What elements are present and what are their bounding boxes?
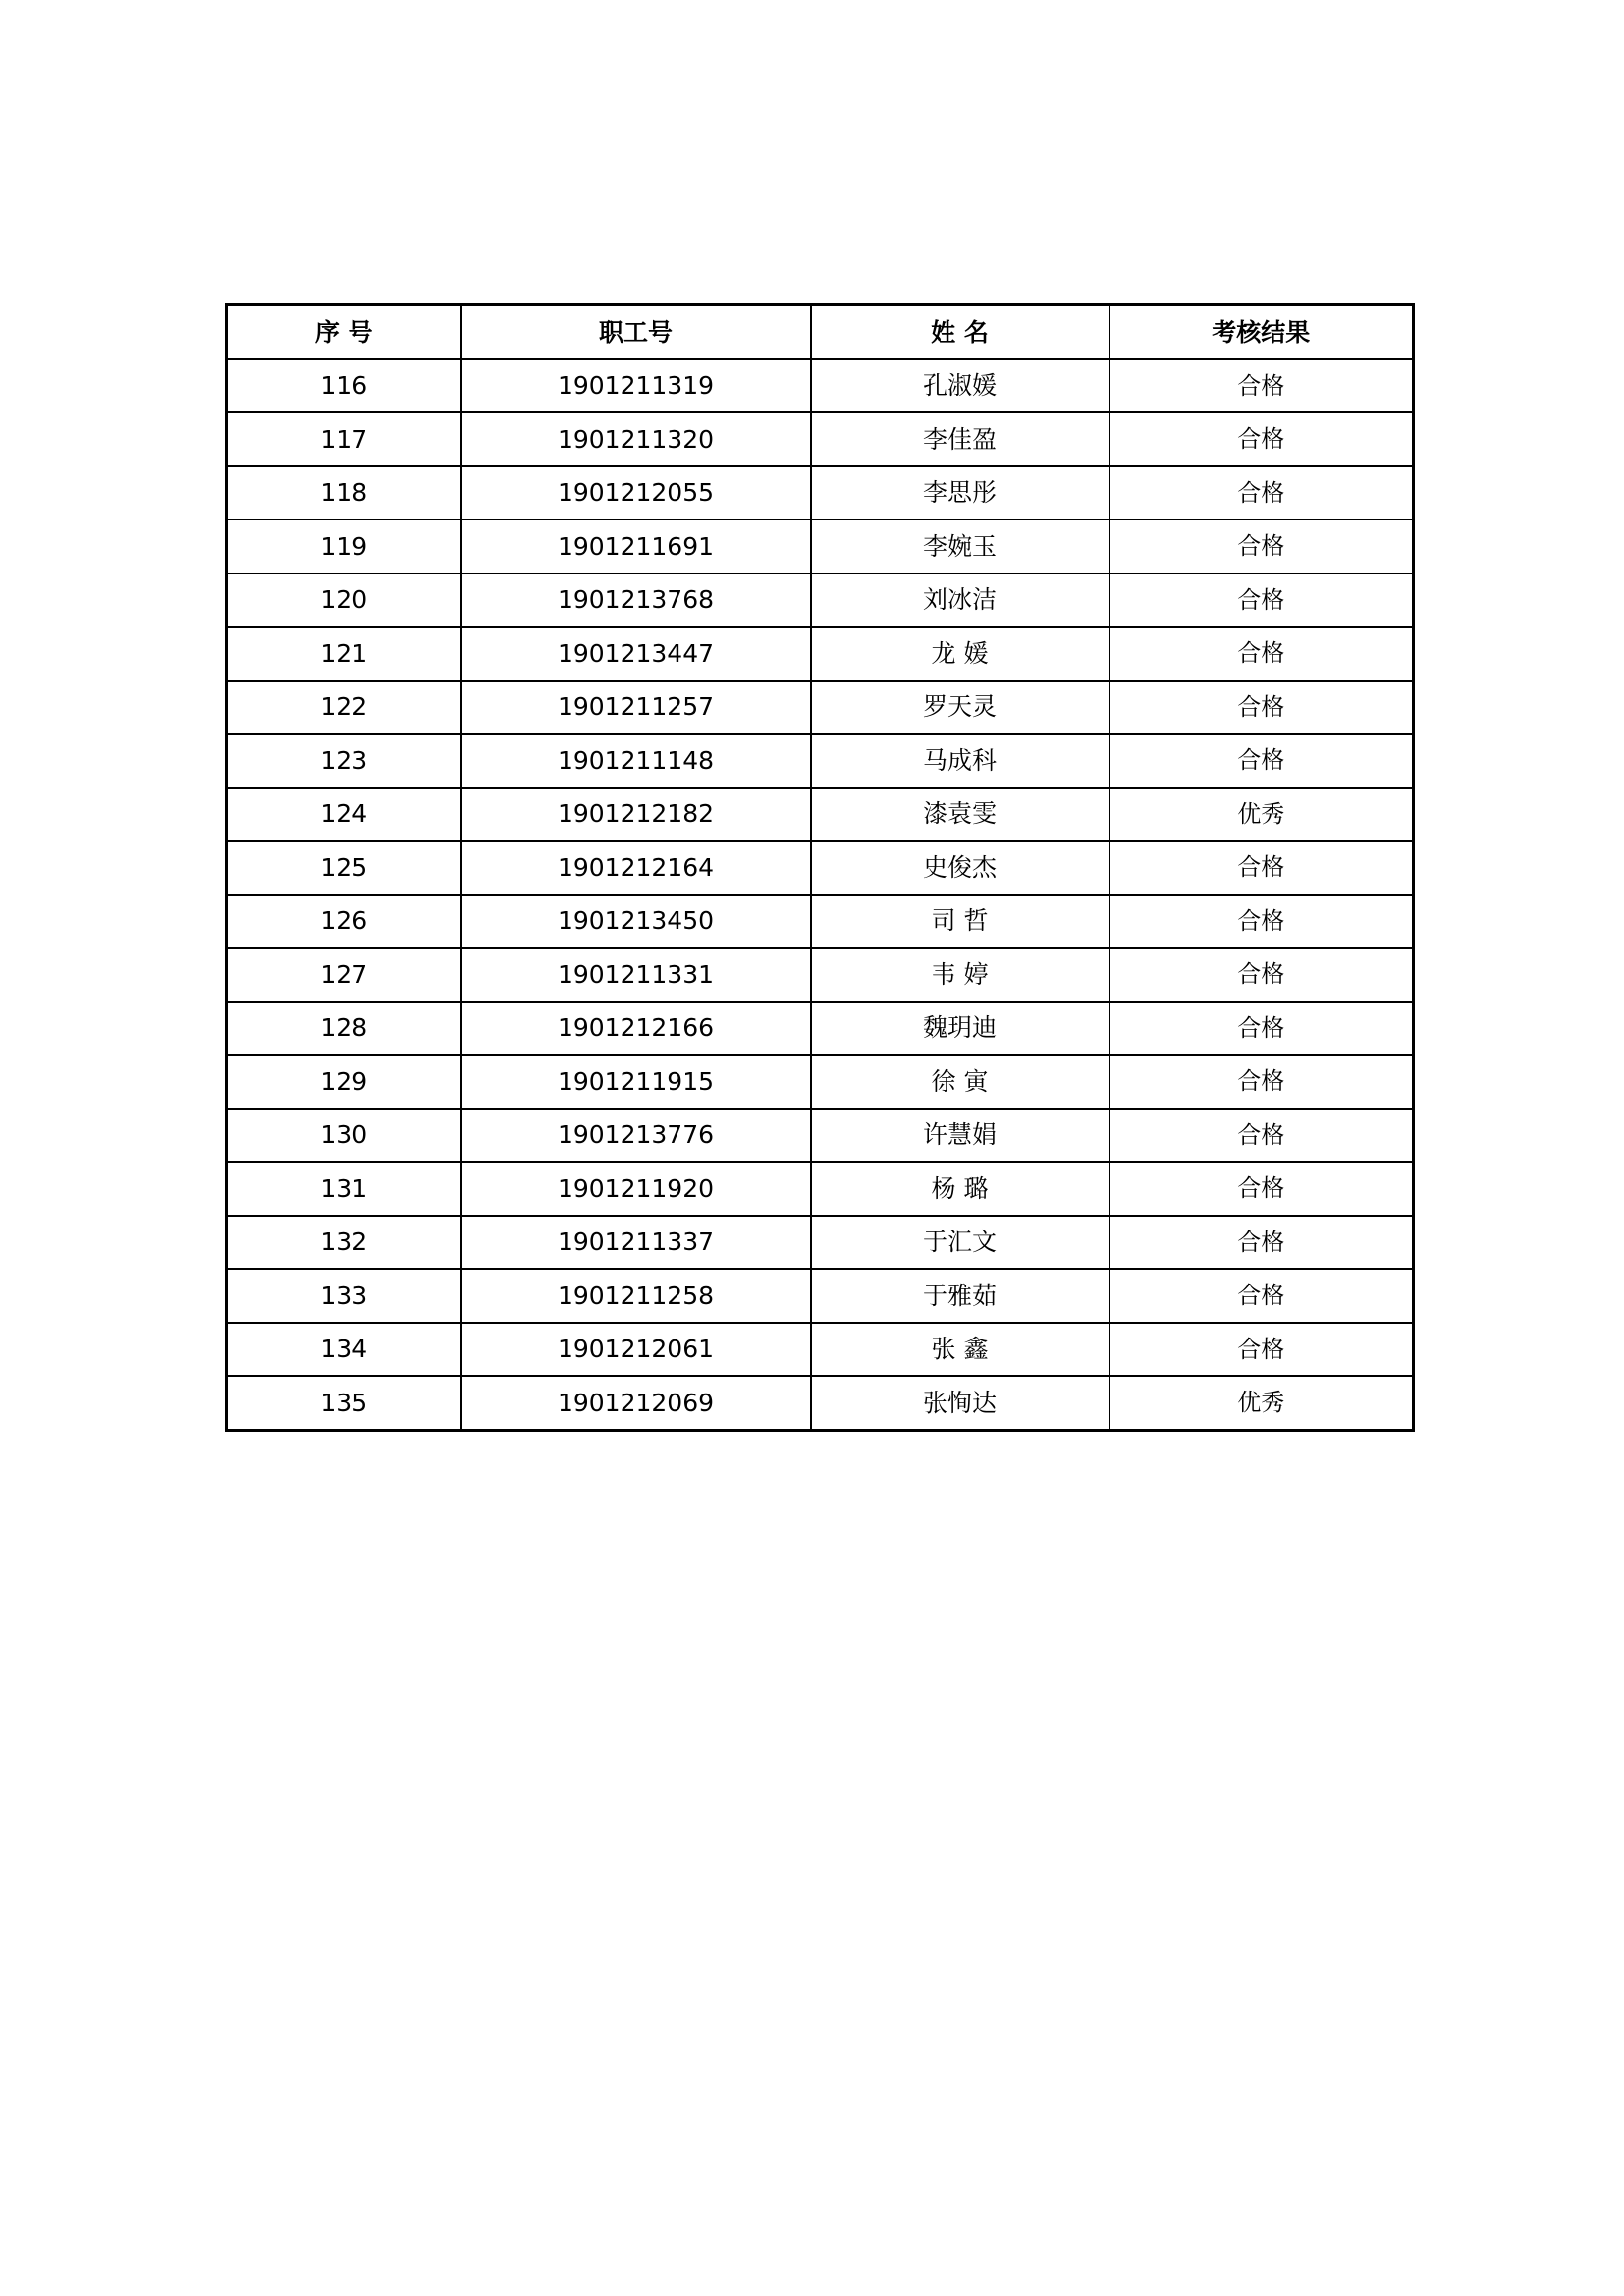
cell-assessment-result: 合格 (1110, 681, 1414, 735)
cell-employee-id: 1901213776 (461, 1109, 811, 1163)
cell-serial-number: 119 (227, 519, 461, 574)
cell-assessment-result: 合格 (1110, 574, 1414, 628)
cell-serial-number: 128 (227, 1002, 461, 1056)
cell-assessment-result: 合格 (1110, 1109, 1414, 1163)
table-row (227, 1323, 1414, 1377)
cell-serial-number: 116 (227, 359, 461, 413)
cell-assessment-result: 合格 (1110, 895, 1414, 949)
cell-assessment-result: 优秀 (1110, 788, 1414, 842)
cell-serial-number: 122 (227, 681, 461, 735)
cell-assessment-result: 合格 (1110, 734, 1414, 788)
cell-name: 徐 寅 (811, 1055, 1110, 1109)
cell-assessment-result: 合格 (1110, 519, 1414, 574)
table-body (227, 359, 1414, 1431)
table-row (227, 519, 1414, 574)
cell-serial-number: 132 (227, 1216, 461, 1270)
cell-assessment-result: 合格 (1110, 948, 1414, 1002)
cell-assessment-result: 合格 (1110, 1323, 1414, 1377)
cell-name: 李佳盈 (811, 412, 1110, 466)
table-header (227, 305, 1414, 359)
cell-assessment-result: 优秀 (1110, 1376, 1414, 1430)
table-row (227, 788, 1414, 842)
cell-employee-id: 1901211319 (461, 359, 811, 413)
cell-serial-number: 135 (227, 1376, 461, 1430)
cell-serial-number: 130 (227, 1109, 461, 1163)
cell-employee-id: 1901212061 (461, 1323, 811, 1377)
header-assessment-result: 考核结果 (1110, 305, 1414, 359)
cell-employee-id: 1901212182 (461, 788, 811, 842)
cell-employee-id: 1901211691 (461, 519, 811, 574)
cell-assessment-result: 合格 (1110, 1162, 1414, 1216)
cell-employee-id: 1901213447 (461, 627, 811, 681)
assessment-results-table (225, 303, 1415, 1432)
cell-employee-id: 1901211337 (461, 1216, 811, 1270)
cell-employee-id: 1901213768 (461, 574, 811, 628)
cell-name: 许慧娟 (811, 1109, 1110, 1163)
cell-serial-number: 121 (227, 627, 461, 681)
cell-name: 张恂达 (811, 1376, 1110, 1430)
table-row (227, 1216, 1414, 1270)
cell-name: 刘冰洁 (811, 574, 1110, 628)
cell-employee-id: 1901211331 (461, 948, 811, 1002)
header-serial-number: 序 号 (227, 305, 461, 359)
table-row (227, 841, 1414, 895)
cell-serial-number: 134 (227, 1323, 461, 1377)
cell-name: 漆袁雯 (811, 788, 1110, 842)
cell-employee-id: 1901211915 (461, 1055, 811, 1109)
table-row (227, 681, 1414, 735)
cell-assessment-result: 合格 (1110, 1002, 1414, 1056)
table-row (227, 1055, 1414, 1109)
cell-name: 于汇文 (811, 1216, 1110, 1270)
cell-serial-number: 123 (227, 734, 461, 788)
header-name: 姓 名 (811, 305, 1110, 359)
table-row (227, 627, 1414, 681)
cell-name: 司 哲 (811, 895, 1110, 949)
table-row (227, 1002, 1414, 1056)
cell-serial-number: 117 (227, 412, 461, 466)
table-row (227, 574, 1414, 628)
cell-serial-number: 118 (227, 466, 461, 520)
cell-name: 张 鑫 (811, 1323, 1110, 1377)
header-employee-id: 职工号 (461, 305, 811, 359)
cell-assessment-result: 合格 (1110, 466, 1414, 520)
table-row (227, 895, 1414, 949)
cell-name: 史俊杰 (811, 841, 1110, 895)
cell-serial-number: 124 (227, 788, 461, 842)
cell-name: 杨 璐 (811, 1162, 1110, 1216)
cell-serial-number: 127 (227, 948, 461, 1002)
table-row (227, 1109, 1414, 1163)
cell-name: 马成科 (811, 734, 1110, 788)
table-row (227, 948, 1414, 1002)
cell-assessment-result: 合格 (1110, 1055, 1414, 1109)
cell-assessment-result: 合格 (1110, 412, 1414, 466)
cell-employee-id: 1901213450 (461, 895, 811, 949)
table-row (227, 734, 1414, 788)
cell-serial-number: 126 (227, 895, 461, 949)
cell-name: 李婉玉 (811, 519, 1110, 574)
cell-assessment-result: 合格 (1110, 841, 1414, 895)
table-row (227, 466, 1414, 520)
cell-serial-number: 120 (227, 574, 461, 628)
cell-name: 魏玥迪 (811, 1002, 1110, 1056)
cell-employee-id: 1901211320 (461, 412, 811, 466)
cell-name: 李思彤 (811, 466, 1110, 520)
cell-assessment-result: 合格 (1110, 1269, 1414, 1323)
cell-name: 韦 婷 (811, 948, 1110, 1002)
cell-employee-id: 1901212055 (461, 466, 811, 520)
cell-name: 罗天灵 (811, 681, 1110, 735)
cell-serial-number: 133 (227, 1269, 461, 1323)
cell-assessment-result: 合格 (1110, 1216, 1414, 1270)
cell-serial-number: 125 (227, 841, 461, 895)
table-row (227, 1376, 1414, 1430)
cell-serial-number: 129 (227, 1055, 461, 1109)
cell-employee-id: 1901211258 (461, 1269, 811, 1323)
header-row (227, 305, 1414, 359)
table-row (227, 359, 1414, 413)
cell-employee-id: 1901211257 (461, 681, 811, 735)
cell-assessment-result: 合格 (1110, 627, 1414, 681)
cell-name: 孔淑媛 (811, 359, 1110, 413)
cell-employee-id: 1901212166 (461, 1002, 811, 1056)
cell-employee-id: 1901211148 (461, 734, 811, 788)
cell-assessment-result: 合格 (1110, 359, 1414, 413)
table-row (227, 1162, 1414, 1216)
cell-employee-id: 1901212164 (461, 841, 811, 895)
cell-name: 龙 媛 (811, 627, 1110, 681)
table-row (227, 412, 1414, 466)
cell-employee-id: 1901211920 (461, 1162, 811, 1216)
cell-name: 于雅茹 (811, 1269, 1110, 1323)
cell-serial-number: 131 (227, 1162, 461, 1216)
cell-employee-id: 1901212069 (461, 1376, 811, 1430)
table-row (227, 1269, 1414, 1323)
